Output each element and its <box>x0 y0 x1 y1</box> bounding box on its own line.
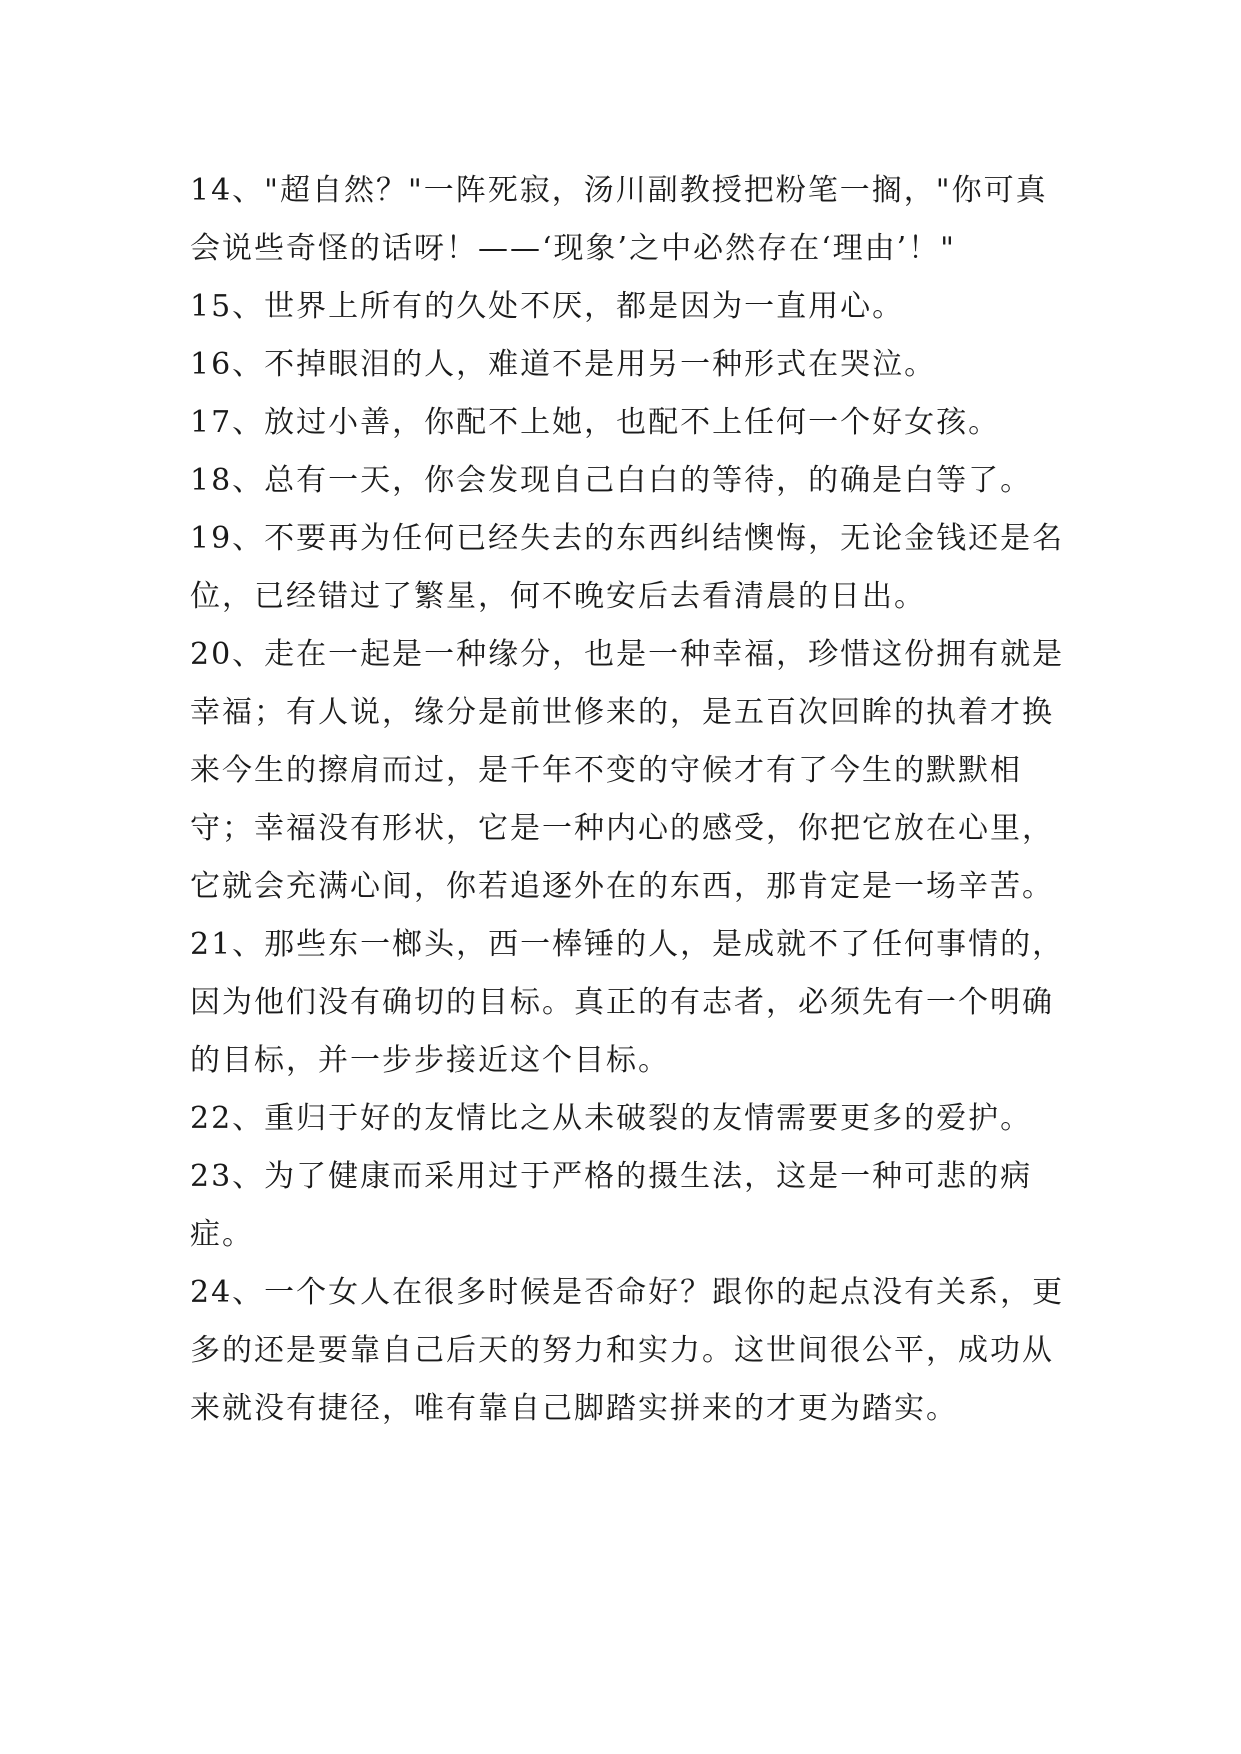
paragraph-21: 21、那些东一榔头，西一棒锤的人，是成就不了任何事情的，因为他们没有确切的目标。真正的有志者，必须先有一个明确的目标，并一步步接近这个目标。 <box>190 927 1065 1078</box>
paragraph-16: 16、不掉眼泪的人，难道不是用另一种形式在哭泣。 <box>190 347 937 382</box>
paragraph-17: 17、放过小善，你配不上她，也配不上任何一个好女孩。 <box>190 405 1001 440</box>
paragraph-18: 18、总有一天，你会发现自己白白的等待，的确是白等了。 <box>190 463 1033 498</box>
paragraph-20: 20、走在一起是一种缘分，也是一种幸福，珍惜这份拥有就是幸福；有人说，缘分是前世修来的，是五百次回眸的执着才换来今生的擦肩而过，是千年不变的守候才有了今生的默默相守；幸福没有形状，它是一种内心的感受，你把它放在心里，它就会充满心间，你若追逐外在的东西，那肯定是一场辛苦。 <box>190 637 1065 904</box>
document-body <box>190 162 1070 1438</box>
paragraph-19: 19、不要再为任何已经失去的东西纠结懊悔，无论金钱还是名位，已经错过了繁星，何不晚安后去看清晨的日出。 <box>190 521 1065 614</box>
paragraph-15: 15、世界上所有的久处不厌，都是因为一直用心。 <box>190 289 905 324</box>
paragraph-23: 23、为了健康而采用过于严格的摄生法，这是一种可悲的病症。 <box>190 1159 1033 1252</box>
paragraph-24: 24、一个女人在很多时候是否命好？跟你的起点没有关系，更多的还是要靠自己后天的努力和实力。这世间很公平，成功从来就没有捷径，唯有靠自己脚踏实拼来的才更为踏实。 <box>190 1275 1065 1426</box>
paragraph-14: 14、"超自然？"一阵死寂，汤川副教授把粉笔一搁，"你可真会说些奇怪的话呀！——‘现象’之中必然存在‘理由’！" <box>190 173 1048 266</box>
paragraph-22: 22、重归于好的友情比之从未破裂的友情需要更多的爱护。 <box>190 1101 1033 1136</box>
